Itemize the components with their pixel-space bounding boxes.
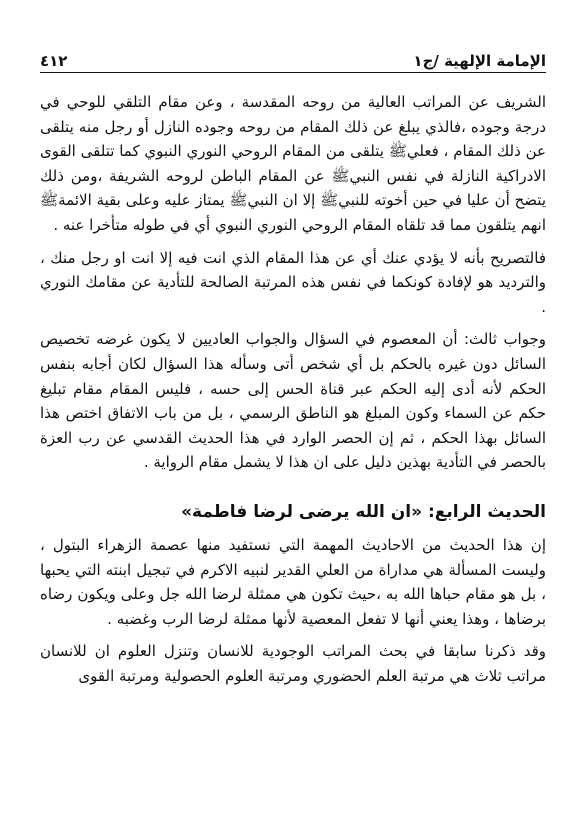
body-paragraph: إن هذا الحديث من الاحاديث المهمة التي نستفيد منها عصمة الزهراء البتول ، وليست المسألة هي مداراة من العلي القدير لنبيه الاكرم في تبجيل ابنته التي يحبها ، بل هو مقام حباها الله به ،حيث تكون هي ممثلة لرضا الله جل وعلى ويكون رضاه برضاها ، وهذا يعني أنها لا تفعل المعصية لأنها ممثلة لرضا الرب وغضبه . [40,535,546,628]
page-number: ٤١٢ [40,52,68,70]
body-paragraph: فالتصريح بأنه لا يؤدي عنك أي عن هذا المقام الذي انت فيه إلا انت او رجل منك ، والترديد هو لإفادة كونكما في نفس هذه المرتبة الصالحة للتأدية عن مقامك النوري . [40,248,546,316]
body-paragraph: الشريف عن المراتب العالية من روحه المقدسة ، وعن مقام التلقي للوحي في درجة وجوده ،فالذي يبلغ عن ذلك المقام من روحه وجوده النازل أو رجل منه يتلقى عن ذلك المقام ، فعليﷺ يتلقى من المقام الروحي النوري النبوي كما تتلقى القوى الادراكية النازلة في نفس النبيﷺ عن المقام الباطن لروحه الشريفة ،ومن ذلك يتضح أن عليا في حين أخوته للنبيﷺ إلا ان النبيﷺ يمتاز عليه وعلى بقية الائمةﷺ انهم يتلقون مما قد تلقاه المقام الروحي النوري النبوي أي في طوله متأخرا عنه . [40,93,546,234]
page-body [40,90,546,688]
header-rule [40,72,546,73]
page-header [40,44,546,70]
body-paragraph: وجواب ثالث: أن المعصوم في السؤال والجواب العاديين لا يكون غرضه تخصيص السائل دون غيره بالحكم بل أي شخص أتى وسأله هذا السؤال لكان أجابه بنفس الحكم لأنه أدى إليه الحكم عبر قناة الحس إلى حسه ، فليس المقام مقام تبليغ حكم عن السماء وكون المبلغ هو الناطق الرسمي ، بل من باب الاتفاق اختص هذا السائل بهذا الحكم ، ثم إن الحصر الوارد في هذا الحديث القدسي عن رب العزة بالحصر في التأدية بهذين دليل على ان هذا لا يشمل مقام الرواية . [40,330,546,472]
running-title: الإمامة الإلهية /ج١ [413,52,546,70]
section-heading: الحديث الرابع: «ان الله يرضى لرضا فاطمة» [181,501,546,522]
body-paragraph: وقد ذكرنا سابقا في بحث المراتب الوجودية للانسان وتنزل العلوم ان للانسان مراتب ثلاث هي مرتبة العلم الحضوري ومرتبة العلوم الحصولية ومرتبة القوى [40,642,546,685]
